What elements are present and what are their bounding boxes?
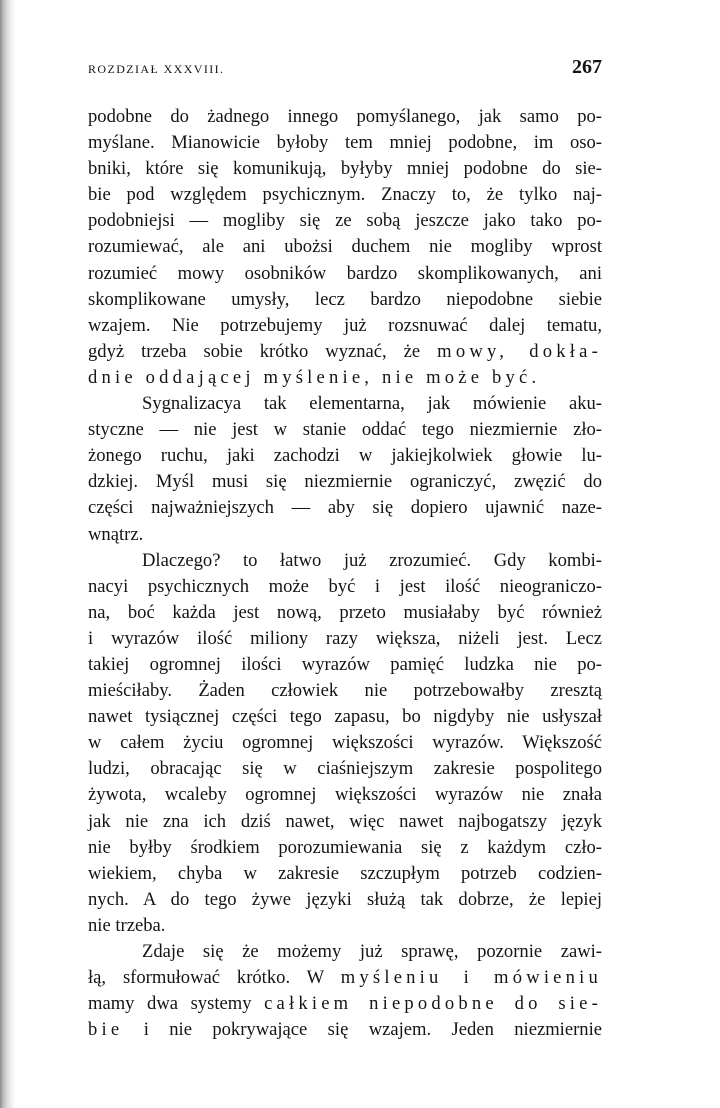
text-line: w całem życiu ogromnej większości wyrazów. Większość	[88, 732, 602, 754]
text-line: podobniejsi — mogliby się ze sobą jeszcze jako tako po-	[88, 210, 602, 232]
text-line: bniki, które się komunikują, byłyby mniej podobne do sie-	[88, 158, 602, 180]
text-line: mamy dwa systemy całkiem niepodobne do sie-	[88, 993, 602, 1015]
paragraph-start-line: Zdaje się że możemy już sprawę, pozornie zawi-	[142, 941, 602, 962]
text-line: łą, sformułować krótko. W myśleniu i mówieniu	[88, 967, 602, 989]
spaced-emphasis: bie	[88, 1019, 124, 1041]
text-line: żywota, wcaleby ogromnej większości wyrazów nie znała	[88, 784, 602, 806]
text-line: i wyrazów ilość miliony razy większa, niżeli jest. Lecz	[88, 627, 602, 649]
text-line: jak nie zna ich dziś nawet, więc nawet najbogatszy język	[88, 810, 602, 832]
text-line: nie trzeba.	[88, 914, 166, 936]
text-line: wzajem. Nie potrzebujemy już rozsnuwać dalej tematu,	[88, 314, 602, 336]
text-line: na, boć każda jest nową, przeto musiałaby być również	[88, 601, 602, 623]
text-line: myślane. Mianowicie byłoby tem mniej podobne, im oso-	[88, 132, 602, 154]
spaced-emphasis: całkiem niepodobne do sie-	[264, 993, 602, 1015]
text-line: rozumieć mowy osobników bardzo skomplikowanych, ani	[88, 262, 602, 284]
spaced-emphasis: mowy, dokła-	[437, 340, 602, 362]
text-line	[88, 365, 602, 391]
paragraph-start-line: Dlaczego? to łatwo już zrozumieć. Gdy kombi-	[142, 549, 602, 571]
text-line: gdyż trzeba sobie krótko wyznać, że mowy, dokła-	[88, 340, 602, 362]
page-number: 267	[572, 56, 602, 78]
text-line: podobne do żadnego innego pomyślanego, jak samo po-	[88, 106, 602, 127]
text-line: żonego ruchu, jaki zachodzi w jakiejkolwiek głowie lu-	[88, 445, 602, 467]
chapter-heading: ROZDZIAŁ XXXVIII.	[88, 62, 225, 76]
text-line: bie i nie pokrywające się wzajem. Jeden niezmiernie	[88, 1019, 602, 1041]
text-line: rozumiewać, ale ani ubożsi duchem nie mogliby wprost	[88, 236, 602, 258]
text-line: skomplikowane umysły, lecz bardzo niepodobne siebie	[88, 288, 602, 310]
book-page	[88, 56, 602, 1043]
spaced-emphasis: myśleniu i mówieniu	[340, 967, 602, 989]
text-line: wiekiem, chyba w zakresie szczupłym potrzeb codzien-	[88, 862, 602, 884]
text-line: ludzi, obracając się w ciaśniejszym zakresie pospolitego	[88, 758, 602, 780]
book-spine-shadow	[0, 0, 16, 1108]
text-line: nych. A do tego żywe języki służą tak dobrze, że lepiej	[88, 888, 602, 910]
body-text	[88, 104, 602, 1043]
spaced-emphasis: dnie oddającej myślenie, nie może być.	[88, 366, 541, 388]
text-line: takiej ogromnej ilości wyrazów pamięć ludzka nie po-	[88, 653, 602, 675]
text-line: mieściłaby. Żaden człowiek nie potrzebowałby zresztą	[88, 680, 602, 702]
text-line: części najważniejszych — aby się dopiero ujawnić naze-	[88, 497, 602, 519]
text-line: styczne — nie jest w stanie oddać tego niezmiernie zło-	[88, 419, 602, 441]
text-line: nawet tysiącznej części tego zapasu, bo nigdyby nie usłyszał	[88, 706, 602, 728]
text-line: wnątrz.	[88, 523, 144, 545]
text-line: nacyi psychicznych może być i jest ilość nieograniczo-	[88, 575, 602, 597]
text-line: bie pod względem psychicznym. Znaczy to, że tylko naj-	[88, 184, 602, 206]
text-line: nie byłby środkiem porozumiewania się z każdym czło-	[88, 836, 602, 858]
running-head	[88, 56, 602, 86]
paragraph-start-line: Sygnalizacya tak elementarna, jak mówienie aku-	[142, 393, 602, 415]
text-line: dzkiej. Myśl musi się niezmiernie ograniczyć, zwęzić do	[88, 471, 602, 493]
